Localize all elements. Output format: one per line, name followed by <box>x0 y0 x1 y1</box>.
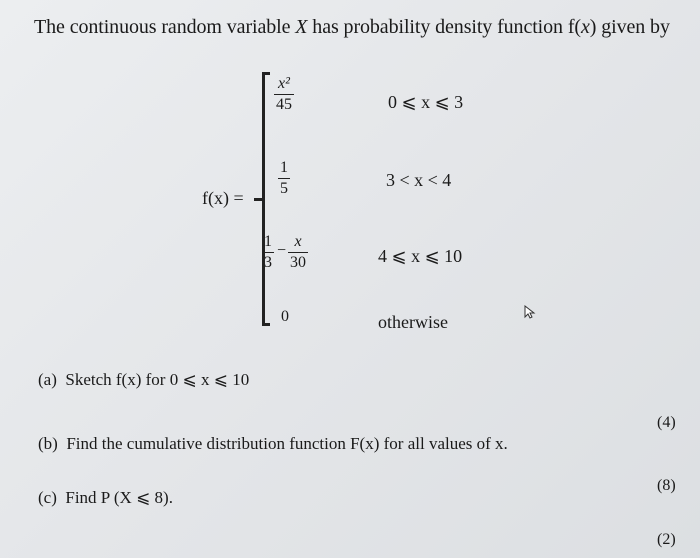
question-c-marks: (2) <box>657 531 676 548</box>
question-a <box>38 370 249 390</box>
piece-3a-denominator: 3 <box>264 254 272 271</box>
intro-text-3: ) given by <box>589 16 670 38</box>
piece-1-expression <box>274 76 294 113</box>
piece-2-expression <box>278 160 290 197</box>
question-a-text: Sketch f(x) for 0 ⩽ x ⩽ 10 <box>65 370 250 389</box>
intro-text-2: has probability density function f( <box>307 16 581 38</box>
question-b-label: (b) <box>38 434 58 453</box>
piece-2-condition: 3 < x < 4 <box>386 170 452 190</box>
question-b <box>38 434 508 454</box>
piece-3b-numerator: x <box>294 233 302 250</box>
question-b-text: Find the cumulative distribution function F(x) for all values of x. <box>66 434 508 453</box>
brace-top-tick <box>262 72 270 75</box>
brace-bottom-tick <box>262 323 270 326</box>
piece-3a-numerator: 1 <box>264 233 272 250</box>
question-c-text: Find P (X ⩽ 8). <box>65 488 173 507</box>
piece-4-expression: 0 <box>281 308 289 325</box>
question-b-marks: (8) <box>657 477 676 494</box>
piece-3-minus: − <box>277 242 287 259</box>
piece-2-numerator: 1 <box>280 159 288 176</box>
piece-3b-denominator: 30 <box>290 254 306 271</box>
intro-text-1: The continuous random variable <box>34 16 296 38</box>
question-c <box>38 488 173 508</box>
piece-3-condition: 4 ⩽ x ⩽ 10 <box>378 246 463 266</box>
piecewise-brace <box>262 72 265 326</box>
piece-3-fraction-b <box>288 234 308 271</box>
intro-variable-x: X <box>295 16 308 38</box>
piece-1-denominator: 45 <box>276 96 292 113</box>
mouse-cursor-icon <box>522 305 536 319</box>
function-label: f(x) = <box>202 188 244 208</box>
question-a-label: (a) <box>38 370 57 389</box>
question-c-label: (c) <box>38 488 57 507</box>
question-intro <box>34 16 670 39</box>
piece-1-numerator: x² <box>278 75 290 92</box>
brace-middle-tick <box>254 198 262 201</box>
piece-2-denominator: 5 <box>280 180 288 197</box>
piece-3-fraction-a <box>262 234 274 271</box>
piece-1-condition: 0 ⩽ x ⩽ 3 <box>388 92 464 112</box>
intro-variable-x2: x <box>580 16 590 38</box>
piece-4-condition: otherwise <box>378 312 448 332</box>
question-a-marks: (4) <box>657 414 676 431</box>
